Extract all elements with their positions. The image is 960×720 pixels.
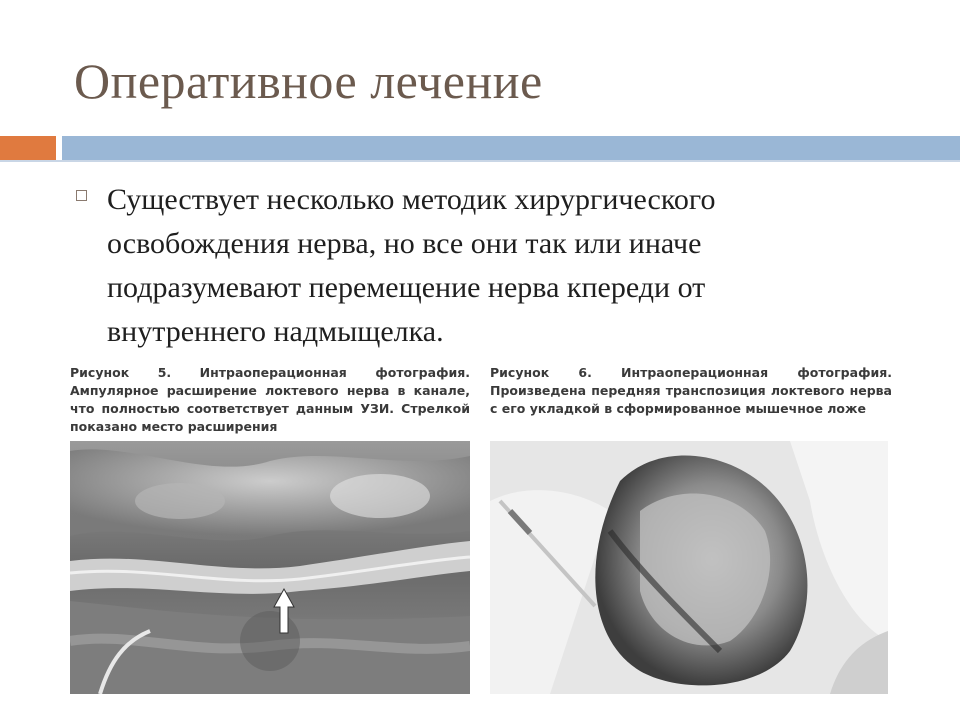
title-divider-line — [0, 160, 960, 162]
title-accent-orange-bar — [0, 136, 56, 160]
slide-title: Оперативное лечение — [74, 53, 543, 109]
title-accent-blue-bar — [62, 136, 960, 160]
bullet-text: Существует несколько методик хирургического освобождения нерва, но все они так или иначе подразумевают перемещение нерва кпереди от внутреннего надмыщелка. — [107, 183, 716, 348]
figure-5-caption: Рисунок 5. Интраоперационная фотография. Ампулярное расширение локтевого нерва в канале, что полностью соответствует данным УЗИ. Стрелкой показано место расширения — [70, 365, 470, 434]
figure-6-photo — [490, 441, 888, 694]
figure-5-photo — [70, 441, 470, 694]
figure-6-caption: Рисунок 6. Интраоперационная фотография. Произведена передняя транспозиция локтевого нерва с его укладкой в сформированное мышечное ложе — [490, 365, 892, 416]
square-bullet-icon — [76, 190, 87, 201]
